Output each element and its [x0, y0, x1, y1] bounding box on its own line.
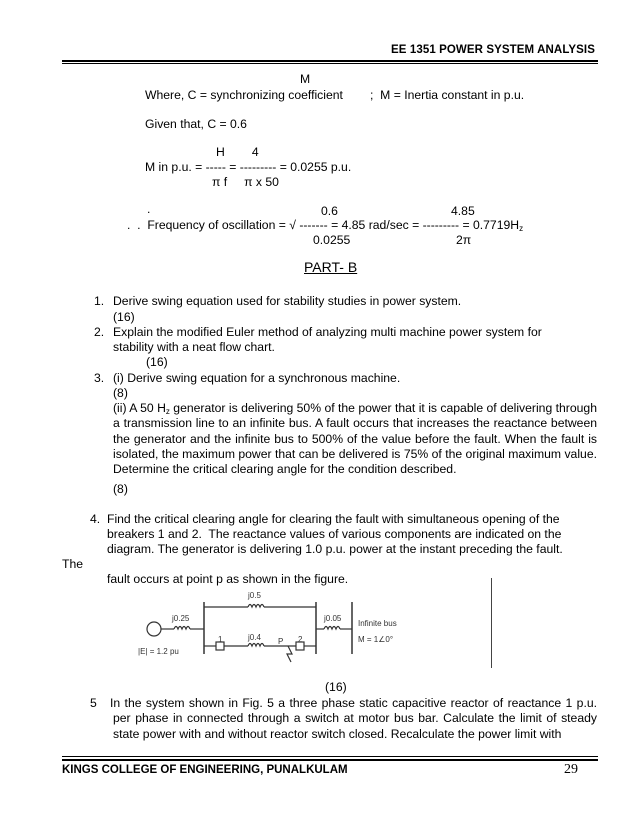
circuit-diagram — [138, 592, 458, 675]
frequency-equation: . . Frequency of oscillation = √ ------- = 4.85 rad/sec = --------- = $0.7719H_z$ — [127, 218, 524, 233]
page-number: 29 — [564, 762, 578, 777]
top-line-coil — [248, 605, 264, 608]
gen-reactance-coil — [174, 627, 190, 630]
freq-denominator-2: 2π — [456, 233, 472, 247]
question-text-cont: breakers 1 and 2. The reactance values of various components are indicated on the — [107, 527, 562, 541]
header-rule — [62, 60, 598, 62]
m-value-label: M = 1∠0° — [358, 635, 394, 644]
header-title: EE 1351 POWER SYSTEM ANALYSIS — [391, 44, 595, 56]
m-denominator: π f π x 50 — [212, 175, 279, 189]
question-number: 3. — [94, 371, 105, 385]
header-rule-thin — [62, 63, 598, 64]
freq-numerator-1: 0.6 — [321, 204, 338, 218]
footer-college: KINGS COLLEGE OF ENGINEERING, PUNALKULAM — [62, 764, 348, 776]
where-text: Where, C = synchronizing coefficient — [145, 88, 343, 102]
freq-denominator-1: 0.0255 — [313, 233, 351, 247]
question-paragraph: (ii) A 50 $H_z$ generator is delivering 50% of the power that it is capable of delivering through a transmission line to an infinite bus. A fault occurs that increases the reactance between the generator and the infinite bus to 500% of the value before the fault. When the fault is isolated, the maximum power that can be delivered is 75% of the original maximum value. Determine the critical clearing angle for the condition described. — [113, 401, 597, 477]
reactance-label: j0.5 — [248, 591, 261, 600]
part-b-heading: PART- B — [304, 259, 358, 275]
question-paragraph: In the system shown in Fig. 5 a three phase static capacitive reactor of reactance 1 p.u. per phase in connected through a switch at motor bus bar. Calculate the limit of steady state power with and without reactor switch closed. Recalculate the power limit with — [110, 696, 597, 741]
question-marks: (16) — [113, 310, 135, 324]
reactance-label: j0.25 — [172, 614, 190, 623]
breaker-label: 2 — [298, 635, 303, 644]
transformer-coil — [324, 627, 340, 630]
footer-rule — [62, 759, 598, 761]
m-numerator: H 4 — [216, 145, 259, 159]
emf-label: |E| = 1.2 pu — [138, 647, 179, 656]
footer-rule-thin — [62, 756, 598, 757]
question-text-cont: diagram. The generator is delivering 1.0 p.u. power at the instant preceding the fault. — [107, 542, 563, 556]
fault-point-label: P — [278, 637, 284, 646]
given-text: Given that, C = 0.6 — [145, 117, 247, 131]
freq-numerator-2: 4.85 — [451, 204, 475, 218]
question-number: 5 — [90, 696, 97, 710]
question-text: Find the critical clearing angle for clearing the fault with simultaneous opening of the — [107, 512, 560, 526]
reactance-label: j0.05 — [324, 614, 342, 623]
question-text: Explain the modified Euler method of analyzing multi machine power system for — [113, 325, 542, 339]
fault-symbol — [287, 646, 292, 662]
m-over-symbol: M — [300, 72, 311, 86]
question-text: Derive swing equation used for stability studies in power system. — [113, 294, 462, 308]
question-text-cont: stability with a neat flow chart. — [113, 340, 275, 354]
question-text-cont: The — [62, 557, 84, 571]
where-text-right: ; M = Inertia constant in p.u. — [370, 88, 525, 102]
therefore-dot: . — [147, 202, 151, 216]
question-number: 1. — [94, 294, 105, 308]
question-number: 4. — [90, 512, 101, 526]
question-text: (i) Derive swing equation for a synchronous machine. — [113, 371, 401, 385]
breaker-label: 1 — [218, 635, 223, 644]
question-number: 2. — [94, 325, 105, 339]
question-marks: (8) — [113, 482, 128, 496]
m-equation: M in p.u. = ----- = --------- = 0.0255 p.u. — [145, 160, 352, 174]
reactance-label: j0.4 — [248, 633, 261, 642]
question-marks: (8) — [113, 386, 128, 400]
infinite-bus-label: Infinite bus — [358, 619, 397, 628]
question-marks: (16) — [146, 355, 168, 369]
vertical-line — [491, 578, 492, 668]
question-marks: (16) — [325, 680, 347, 694]
question-text-cont: fault occurs at point p as shown in the figure. — [107, 572, 349, 586]
generator-symbol — [147, 622, 161, 636]
